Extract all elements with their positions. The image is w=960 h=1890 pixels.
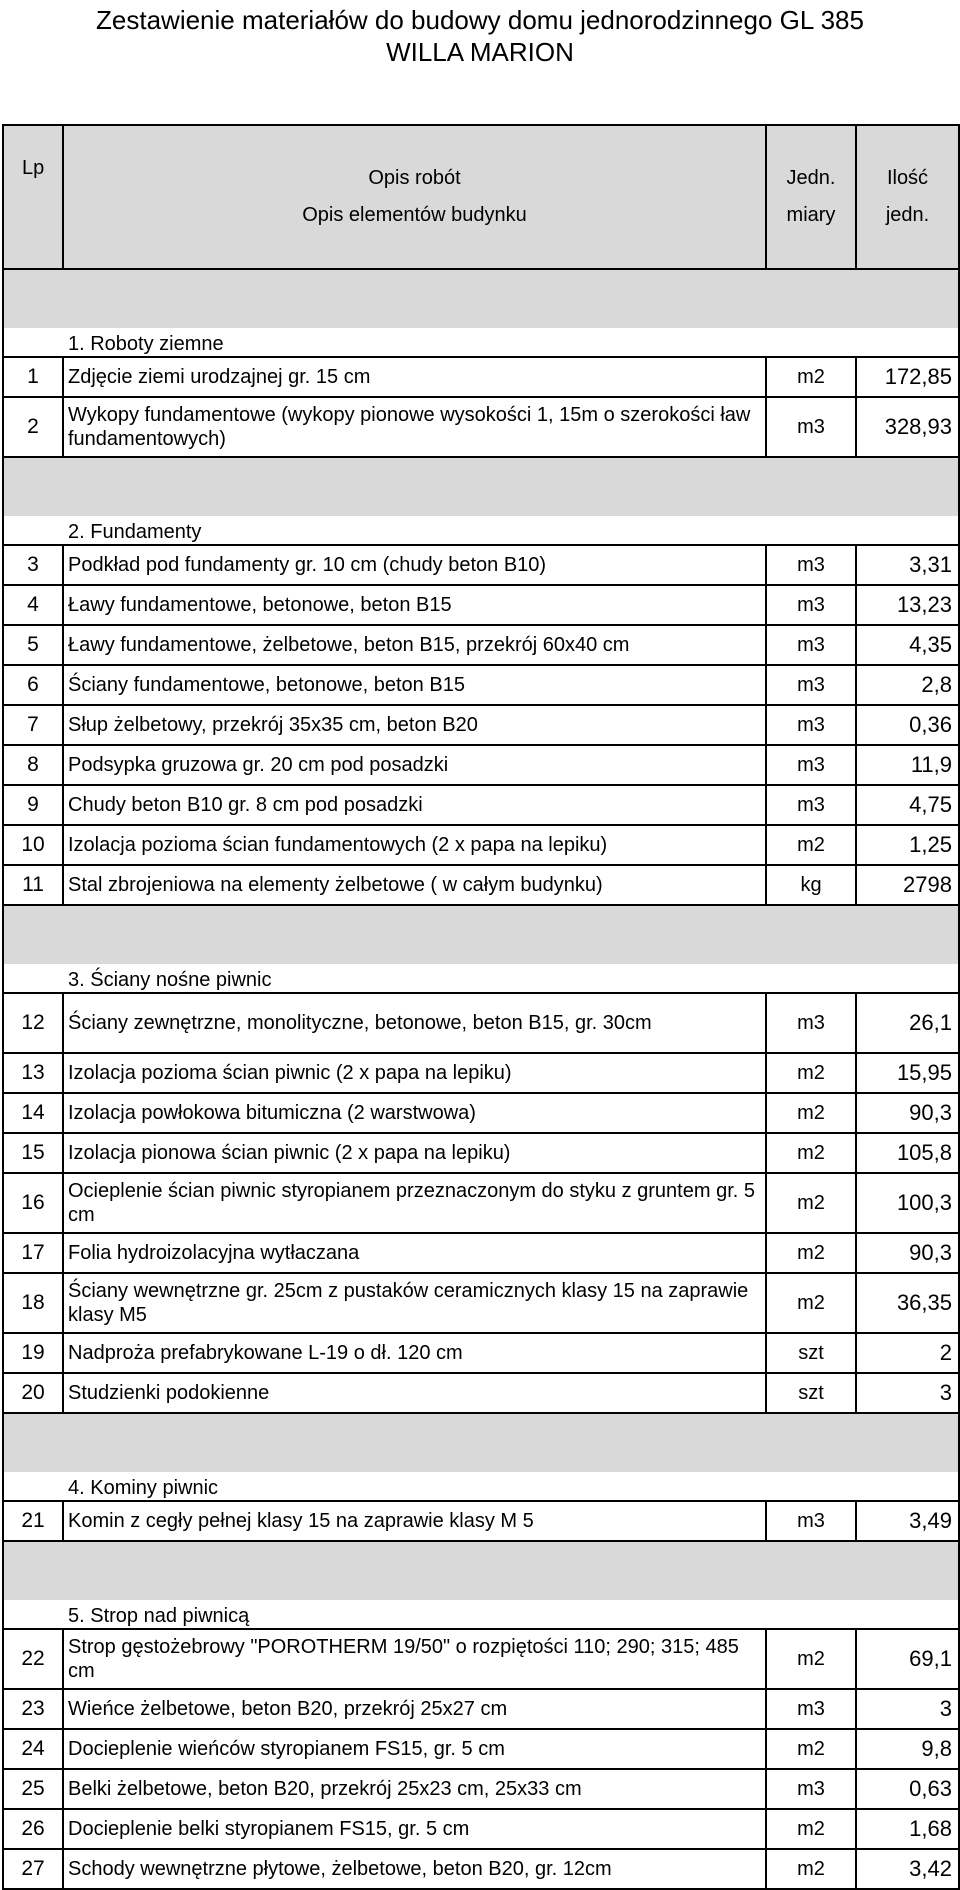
header-description	[63, 125, 766, 269]
row-quantity: 4,75	[856, 785, 959, 825]
section-title-row	[3, 516, 959, 545]
row-unit: m2	[766, 1849, 856, 1889]
row-unit: szt	[766, 1333, 856, 1373]
header-unit-line2: miary	[786, 204, 836, 226]
row-description: Docieplenie wieńców styropianem FS15, gr. 5 cm	[63, 1729, 766, 1769]
row-unit: kg	[766, 865, 856, 905]
row-description: Studzienki podokienne	[63, 1373, 766, 1413]
row-number: 21	[3, 1501, 63, 1541]
row-unit: m3	[766, 1501, 856, 1541]
row-unit: m3	[766, 625, 856, 665]
table-row	[3, 1689, 959, 1729]
row-number: 16	[3, 1173, 63, 1233]
table-row	[3, 625, 959, 665]
row-description: Nadproża prefabrykowane L-19 o dł. 120 cm	[63, 1333, 766, 1373]
row-quantity: 3,31	[856, 545, 959, 585]
row-unit: m2	[766, 1133, 856, 1173]
row-number: 2	[3, 397, 63, 457]
section-title-row	[3, 1600, 959, 1629]
section-gap-cell	[3, 457, 959, 516]
row-unit: m2	[766, 1233, 856, 1273]
row-description: Podkład pod fundamenty gr. 10 cm (chudy beton B10)	[63, 545, 766, 585]
table-row	[3, 585, 959, 625]
row-quantity: 1,25	[856, 825, 959, 865]
header-unit	[766, 125, 856, 269]
section-title: 2. Fundamenty	[3, 516, 959, 545]
section-title-row	[3, 1472, 959, 1501]
row-quantity: 2,8	[856, 665, 959, 705]
row-number: 10	[3, 825, 63, 865]
row-unit: m3	[766, 397, 856, 457]
table-row	[3, 545, 959, 585]
section-gap	[3, 269, 959, 328]
table-row	[3, 785, 959, 825]
row-number: 25	[3, 1769, 63, 1809]
row-number: 13	[3, 1053, 63, 1093]
table-row	[3, 1273, 959, 1333]
row-description: Strop gęstożebrowy "POROTHERM 19/50" o rozpiętości 110; 290; 315; 485 cm	[63, 1629, 766, 1689]
row-quantity: 69,1	[856, 1629, 959, 1689]
row-unit: m3	[766, 993, 856, 1053]
section-gap-cell	[3, 1413, 959, 1472]
table-row	[3, 665, 959, 705]
row-description: Docieplenie belki styropianem FS15, gr. 5 cm	[63, 1809, 766, 1849]
row-unit: m3	[766, 1689, 856, 1729]
row-description: Schody wewnętrzne płytowe, żelbetowe, beton B20, gr. 12cm	[63, 1849, 766, 1889]
row-unit: m3	[766, 745, 856, 785]
header-quantity	[856, 125, 959, 269]
row-number: 15	[3, 1133, 63, 1173]
row-quantity: 2	[856, 1333, 959, 1373]
header-desc-line1: Opis robót	[368, 167, 461, 189]
row-description: Wieńce żelbetowe, beton B20, przekrój 25x27 cm	[63, 1689, 766, 1729]
table-row	[3, 1629, 959, 1689]
materials-table	[2, 124, 960, 1890]
header-lp: Lp	[3, 125, 63, 269]
row-quantity: 1,68	[856, 1809, 959, 1849]
section-title-row	[3, 328, 959, 357]
row-number: 26	[3, 1809, 63, 1849]
row-number: 8	[3, 745, 63, 785]
row-number: 12	[3, 993, 63, 1053]
row-description: Wykopy fundamentowe (wykopy pionowe wysokości 1, 15m o szerokości ław fundamentowych)	[63, 397, 766, 457]
row-number: 17	[3, 1233, 63, 1273]
row-unit: m2	[766, 1273, 856, 1333]
row-unit: m3	[766, 705, 856, 745]
row-number: 24	[3, 1729, 63, 1769]
table-row	[3, 1373, 959, 1413]
table-row	[3, 1053, 959, 1093]
table-row	[3, 1501, 959, 1541]
table-row	[3, 1769, 959, 1809]
row-number: 14	[3, 1093, 63, 1133]
row-description: Folia hydroizolacyjna wytłaczana	[63, 1233, 766, 1273]
row-unit: m2	[766, 1629, 856, 1689]
section-gap	[3, 457, 959, 516]
table-row	[3, 357, 959, 397]
row-description: Izolacja pozioma ścian piwnic (2 x papa na lepiku)	[63, 1053, 766, 1093]
section-gap	[3, 1541, 959, 1600]
header-unit-line1: Jedn.	[786, 167, 836, 189]
row-quantity: 13,23	[856, 585, 959, 625]
row-number: 9	[3, 785, 63, 825]
row-description: Ławy fundamentowe, żelbetowe, beton B15, przekrój 60x40 cm	[63, 625, 766, 665]
row-number: 3	[3, 545, 63, 585]
section-title-row	[3, 964, 959, 993]
header-qty-line2: jedn.	[885, 204, 930, 226]
row-quantity: 3,49	[856, 1501, 959, 1541]
section-title: 3. Ściany nośne piwnic	[3, 964, 959, 993]
table-header	[3, 125, 959, 269]
row-quantity: 0,63	[856, 1769, 959, 1809]
row-unit: m2	[766, 1093, 856, 1133]
section-gap-cell	[3, 1541, 959, 1600]
row-description: Chudy beton B10 gr. 8 cm pod posadzki	[63, 785, 766, 825]
row-unit: m3	[766, 1769, 856, 1809]
row-unit: m3	[766, 545, 856, 585]
row-description: Komin z cegły pełnej klasy 15 na zaprawie klasy M 5	[63, 1501, 766, 1541]
table-row	[3, 993, 959, 1053]
row-number: 19	[3, 1333, 63, 1373]
table-row	[3, 1093, 959, 1133]
table-row	[3, 705, 959, 745]
row-quantity: 15,95	[856, 1053, 959, 1093]
row-number: 20	[3, 1373, 63, 1413]
table-row	[3, 1729, 959, 1769]
section-gap	[3, 1413, 959, 1472]
row-number: 27	[3, 1849, 63, 1889]
title-line-1: Zestawienie materiałów do budowy domu jednorodzinnego GL 385	[96, 5, 864, 35]
row-quantity: 2798	[856, 865, 959, 905]
row-number: 7	[3, 705, 63, 745]
table-row	[3, 1133, 959, 1173]
row-quantity: 0,36	[856, 705, 959, 745]
row-number: 5	[3, 625, 63, 665]
row-description: Izolacja pozioma ścian fundamentowych (2 x papa na lepiku)	[63, 825, 766, 865]
row-quantity: 3	[856, 1373, 959, 1413]
row-description: Izolacja pionowa ścian piwnic (2 x papa na lepiku)	[63, 1133, 766, 1173]
row-description: Stal zbrojeniowa na elementy żelbetowe ( w całym budynku)	[63, 865, 766, 905]
row-unit: m2	[766, 1173, 856, 1233]
row-number: 11	[3, 865, 63, 905]
header-qty-line1: Ilość	[886, 167, 929, 189]
row-quantity: 90,3	[856, 1233, 959, 1273]
row-number: 1	[3, 357, 63, 397]
table-row	[3, 1809, 959, 1849]
row-unit: m2	[766, 1053, 856, 1093]
section-title: 4. Kominy piwnic	[3, 1472, 959, 1501]
section-gap	[3, 905, 959, 964]
section-title: 5. Strop nad piwnicą	[3, 1600, 959, 1629]
table-row	[3, 1173, 959, 1233]
row-unit: m3	[766, 585, 856, 625]
row-quantity: 3,42	[856, 1849, 959, 1889]
row-unit: szt	[766, 1373, 856, 1413]
row-description: Ławy fundamentowe, betonowe, beton B15	[63, 585, 766, 625]
row-unit: m2	[766, 1809, 856, 1849]
row-number: 23	[3, 1689, 63, 1729]
section-gap-cell	[3, 269, 959, 328]
row-unit: m3	[766, 785, 856, 825]
row-description: Ściany zewnętrzne, monolityczne, betonowe, beton B15, gr. 30cm	[63, 993, 766, 1053]
row-quantity: 100,3	[856, 1173, 959, 1233]
title-line-2: WILLA MARION	[386, 37, 574, 67]
row-description: Podsypka gruzowa gr. 20 cm pod posadzki	[63, 745, 766, 785]
header-desc-line2: Opis elementów budynku	[302, 204, 527, 226]
row-quantity: 36,35	[856, 1273, 959, 1333]
table-row	[3, 745, 959, 785]
table-row	[3, 1849, 959, 1889]
row-description: Słup żelbetowy, przekrój 35x35 cm, beton B20	[63, 705, 766, 745]
row-number: 22	[3, 1629, 63, 1689]
row-number: 18	[3, 1273, 63, 1333]
row-number: 4	[3, 585, 63, 625]
row-quantity: 11,9	[856, 745, 959, 785]
row-quantity: 105,8	[856, 1133, 959, 1173]
row-description: Ściany wewnętrzne gr. 25cm z pustaków ceramicznych klasy 15 na zaprawie klasy M5	[63, 1273, 766, 1333]
section-title: 1. Roboty ziemne	[3, 328, 959, 357]
row-quantity: 26,1	[856, 993, 959, 1053]
row-description: Ocieplenie ścian piwnic styropianem przeznaczonym do styku z gruntem gr. 5 cm	[63, 1173, 766, 1233]
row-quantity: 4,35	[856, 625, 959, 665]
row-description: Ściany fundamentowe, betonowe, beton B15	[63, 665, 766, 705]
row-quantity: 90,3	[856, 1093, 959, 1133]
row-quantity: 3	[856, 1689, 959, 1729]
section-gap-cell	[3, 905, 959, 964]
row-quantity: 172,85	[856, 357, 959, 397]
table-row	[3, 1333, 959, 1373]
table-row	[3, 865, 959, 905]
table-row	[3, 397, 959, 457]
row-description: Zdjęcie ziemi urodzajnej gr. 15 cm	[63, 357, 766, 397]
table-row	[3, 825, 959, 865]
row-quantity: 9,8	[856, 1729, 959, 1769]
row-unit: m3	[766, 665, 856, 705]
row-number: 6	[3, 665, 63, 705]
table-row	[3, 1233, 959, 1273]
row-unit: m2	[766, 825, 856, 865]
row-quantity: 328,93	[856, 397, 959, 457]
row-unit: m2	[766, 357, 856, 397]
row-description: Belki żelbetowe, beton B20, przekrój 25x23 cm, 25x33 cm	[63, 1769, 766, 1809]
row-description: Izolacja powłokowa bitumiczna (2 warstwowa)	[63, 1093, 766, 1133]
document-title	[0, 0, 960, 124]
row-unit: m2	[766, 1729, 856, 1769]
